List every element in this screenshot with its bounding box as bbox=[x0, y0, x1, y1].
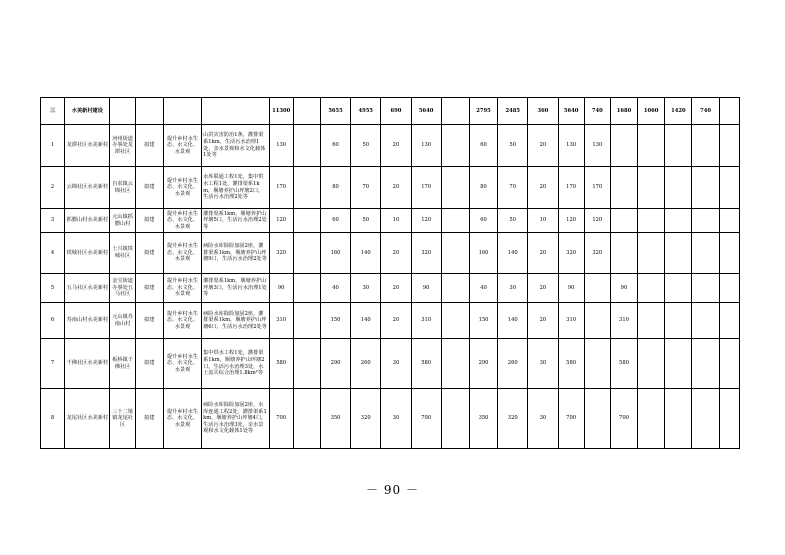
value-cell: 140 bbox=[498, 303, 528, 339]
section-value-cell bbox=[441, 98, 469, 125]
empty-cell bbox=[110, 98, 135, 125]
row-number: 3 bbox=[41, 209, 65, 233]
value-cell bbox=[584, 303, 610, 339]
construction-type: 拟建 bbox=[135, 303, 163, 339]
value-cell: 320 bbox=[584, 233, 610, 274]
value-cell bbox=[610, 233, 637, 274]
project-goal: 提升乡村水生态、水文化、水景观 bbox=[163, 233, 201, 274]
section-value-cell: 11300 bbox=[269, 98, 293, 125]
section-value-cell: 4955 bbox=[351, 98, 381, 125]
value-cell bbox=[665, 303, 692, 339]
value-cell bbox=[293, 389, 320, 449]
value-cell: 140 bbox=[351, 233, 381, 274]
value-cell: 20 bbox=[381, 125, 411, 167]
value-cell: 20 bbox=[381, 167, 411, 209]
section-value-cell: 1680 bbox=[610, 98, 637, 125]
value-cell: 150 bbox=[320, 303, 350, 339]
value-cell bbox=[638, 339, 665, 389]
project-goal: 提升乡村水生态、水文化、水景观 bbox=[163, 339, 201, 389]
table-row bbox=[41, 125, 740, 167]
value-cell bbox=[293, 303, 320, 339]
value-cell bbox=[441, 125, 469, 167]
project-name: 抓膘山村水美新村 bbox=[65, 209, 110, 233]
table-row bbox=[41, 167, 740, 209]
value-cell bbox=[584, 274, 610, 303]
value-cell: 160 bbox=[469, 233, 497, 274]
value-cell: 30 bbox=[528, 339, 558, 389]
project-content: 集中供水工程1处，灌排渠系1km，堰塘养护山坪塘2口，生活污水治理3处，水土流失综合治理1.8km²等 bbox=[202, 339, 269, 389]
project-name: 五马社区水美新村 bbox=[65, 274, 110, 303]
value-cell: 20 bbox=[528, 233, 558, 274]
value-cell: 20 bbox=[381, 303, 411, 339]
project-name: 龙尾社区水美新村 bbox=[65, 389, 110, 449]
project-goal: 提升乡村水生态、水文化、水景观 bbox=[163, 167, 201, 209]
value-cell: 580 bbox=[610, 339, 637, 389]
value-cell: 130 bbox=[558, 125, 584, 167]
value-cell bbox=[692, 209, 719, 233]
section-index: 三 bbox=[41, 98, 65, 125]
value-cell: 160 bbox=[320, 233, 350, 274]
value-cell bbox=[610, 167, 637, 209]
section-value-cell: 2795 bbox=[469, 98, 497, 125]
project-content: 病险水库除险加固2座，灌排渠系1km，堰塘养护山坪塘6口，生活污水治理2处等 bbox=[202, 303, 269, 339]
value-cell: 580 bbox=[411, 339, 441, 389]
value-cell bbox=[441, 274, 469, 303]
project-content: 灌排渠系1km，堰塘养护山坪塘5口，生活污水治理2处等 bbox=[202, 209, 269, 233]
value-cell: 130 bbox=[584, 125, 610, 167]
empty-cell bbox=[163, 98, 201, 125]
value-cell bbox=[692, 274, 719, 303]
value-cell: 580 bbox=[558, 339, 584, 389]
value-cell: 20 bbox=[528, 125, 558, 167]
section-row bbox=[41, 98, 740, 125]
value-cell: 40 bbox=[320, 274, 350, 303]
project-location: 板桥镇千佛社区 bbox=[110, 339, 135, 389]
value-cell bbox=[638, 389, 665, 449]
value-cell: 30 bbox=[528, 389, 558, 449]
value-cell bbox=[692, 125, 719, 167]
value-cell bbox=[692, 303, 719, 339]
project-location: 元山镇抓膘山村 bbox=[110, 209, 135, 233]
table-row bbox=[41, 209, 740, 233]
value-cell bbox=[441, 389, 469, 449]
value-cell: 290 bbox=[320, 339, 350, 389]
table-row bbox=[41, 303, 740, 339]
table-row bbox=[41, 233, 740, 274]
value-cell: 80 bbox=[469, 167, 497, 209]
value-cell: 170 bbox=[411, 167, 441, 209]
value-cell: 700 bbox=[558, 389, 584, 449]
project-location: 三十二梁镇龙尾社区 bbox=[110, 389, 135, 449]
value-cell bbox=[584, 389, 610, 449]
value-cell: 60 bbox=[320, 125, 350, 167]
project-content: 病险水库除险加固2座，水库连通工程2处，灌排渠系1km，堰塘养护山坪塘4口，生活污水治理3处，亲水景观和水文化载体1处等 bbox=[202, 389, 269, 449]
value-cell: 30 bbox=[498, 274, 528, 303]
value-cell: 320 bbox=[269, 233, 293, 274]
section-value-cell: 5655 bbox=[320, 98, 350, 125]
construction-type: 拟建 bbox=[135, 125, 163, 167]
value-cell: 20 bbox=[381, 233, 411, 274]
row-number: 1 bbox=[41, 125, 65, 167]
project-name: 云锦社区水美新村 bbox=[65, 167, 110, 209]
project-content: 水库联通工程1处，集中供水工程1处，灌排渠系1km，堰塘养护山坪塘2口，生活污水治理2处等 bbox=[202, 167, 269, 209]
value-cell: 170 bbox=[269, 167, 293, 209]
project-name: 千佛社区水美新村 bbox=[65, 339, 110, 389]
value-cell bbox=[719, 233, 739, 274]
value-cell: 120 bbox=[584, 209, 610, 233]
project-goal: 提升乡村水生态、水文化、水景观 bbox=[163, 274, 201, 303]
value-cell bbox=[441, 303, 469, 339]
value-cell: 700 bbox=[411, 389, 441, 449]
value-cell bbox=[584, 339, 610, 389]
section-title: 水美新村建设 bbox=[65, 98, 110, 125]
value-cell: 80 bbox=[320, 167, 350, 209]
value-cell: 120 bbox=[269, 209, 293, 233]
value-cell: 60 bbox=[469, 209, 497, 233]
value-cell bbox=[692, 389, 719, 449]
value-cell bbox=[638, 209, 665, 233]
value-cell: 50 bbox=[351, 209, 381, 233]
value-cell bbox=[441, 233, 469, 274]
table-row bbox=[41, 389, 740, 449]
value-cell bbox=[719, 167, 739, 209]
value-cell bbox=[293, 233, 320, 274]
construction-type: 拟建 bbox=[135, 274, 163, 303]
value-cell: 170 bbox=[584, 167, 610, 209]
value-cell bbox=[638, 125, 665, 167]
value-cell: 260 bbox=[498, 339, 528, 389]
value-cell bbox=[665, 339, 692, 389]
value-cell: 20 bbox=[381, 274, 411, 303]
section-value-cell bbox=[719, 98, 739, 125]
construction-type: 拟建 bbox=[135, 209, 163, 233]
project-goal: 提升乡村水生态、水文化、水景观 bbox=[163, 303, 201, 339]
value-cell: 20 bbox=[528, 303, 558, 339]
value-cell bbox=[610, 209, 637, 233]
section-value-cell: 360 bbox=[528, 98, 558, 125]
project-location: 土兴镇铁城社区 bbox=[110, 233, 135, 274]
value-cell: 70 bbox=[498, 167, 528, 209]
value-cell: 310 bbox=[558, 303, 584, 339]
project-name: 龙潭社区水美新村 bbox=[65, 125, 110, 167]
value-cell bbox=[638, 303, 665, 339]
section-value-cell: 5640 bbox=[411, 98, 441, 125]
empty-cell bbox=[202, 98, 269, 125]
value-cell: 310 bbox=[269, 303, 293, 339]
value-cell: 10 bbox=[528, 209, 558, 233]
project-content: 病险水库除险加固2座，灌排渠系1km，堰塘养护山坪塘9口，生活污水治理2处等 bbox=[202, 233, 269, 274]
empty-cell bbox=[135, 98, 163, 125]
value-cell bbox=[441, 209, 469, 233]
project-content: 山洪灾害防治1条，灌排渠系1km，生活污水治理1处，亲水景观和水文化载体1处等 bbox=[202, 125, 269, 167]
project-location: 自农镇云锦社区 bbox=[110, 167, 135, 209]
value-cell bbox=[638, 167, 665, 209]
value-cell bbox=[441, 167, 469, 209]
project-location: 河州街道办事处龙潭社区 bbox=[110, 125, 135, 167]
value-cell bbox=[441, 339, 469, 389]
project-goal: 提升乡村水生态、水文化、水景观 bbox=[163, 389, 201, 449]
value-cell bbox=[692, 339, 719, 389]
table-body bbox=[41, 98, 740, 449]
row-number: 2 bbox=[41, 167, 65, 209]
value-cell bbox=[692, 167, 719, 209]
value-cell: 320 bbox=[351, 389, 381, 449]
row-number: 4 bbox=[41, 233, 65, 274]
value-cell bbox=[665, 209, 692, 233]
value-cell bbox=[293, 274, 320, 303]
value-cell: 140 bbox=[351, 303, 381, 339]
value-cell: 580 bbox=[269, 339, 293, 389]
page-number: － 90 － bbox=[366, 483, 419, 497]
value-cell: 30 bbox=[381, 389, 411, 449]
section-value-cell: 1420 bbox=[665, 98, 692, 125]
value-cell bbox=[665, 125, 692, 167]
value-cell: 40 bbox=[469, 274, 497, 303]
section-value-cell: 5640 bbox=[558, 98, 584, 125]
value-cell bbox=[638, 274, 665, 303]
value-cell bbox=[638, 233, 665, 274]
value-cell: 320 bbox=[558, 233, 584, 274]
value-cell: 700 bbox=[269, 389, 293, 449]
row-number: 6 bbox=[41, 303, 65, 339]
value-cell: 140 bbox=[498, 233, 528, 274]
value-cell bbox=[719, 209, 739, 233]
value-cell bbox=[293, 125, 320, 167]
project-goal: 提升乡村水生态、水文化、水景观 bbox=[163, 209, 201, 233]
value-cell: 50 bbox=[498, 209, 528, 233]
value-cell bbox=[293, 339, 320, 389]
section-value-cell: 740 bbox=[584, 98, 610, 125]
value-cell bbox=[293, 209, 320, 233]
value-cell bbox=[719, 125, 739, 167]
value-cell: 50 bbox=[351, 125, 381, 167]
value-cell: 290 bbox=[469, 339, 497, 389]
section-value-cell: 690 bbox=[381, 98, 411, 125]
value-cell: 20 bbox=[528, 274, 558, 303]
project-location: 金宝街道办事处五马社区 bbox=[110, 274, 135, 303]
value-cell: 10 bbox=[381, 209, 411, 233]
project-name: 铁城社区水美新村 bbox=[65, 233, 110, 274]
construction-type: 拟建 bbox=[135, 389, 163, 449]
value-cell: 310 bbox=[610, 303, 637, 339]
value-cell: 50 bbox=[498, 125, 528, 167]
value-cell: 90 bbox=[411, 274, 441, 303]
value-cell bbox=[665, 274, 692, 303]
value-cell bbox=[719, 339, 739, 389]
section-value-cell: 740 bbox=[692, 98, 719, 125]
value-cell: 60 bbox=[469, 125, 497, 167]
value-cell bbox=[665, 389, 692, 449]
value-cell bbox=[665, 167, 692, 209]
value-cell: 350 bbox=[320, 389, 350, 449]
value-cell: 30 bbox=[351, 274, 381, 303]
section-value-cell: 1060 bbox=[638, 98, 665, 125]
project-table bbox=[40, 97, 740, 449]
value-cell: 60 bbox=[320, 209, 350, 233]
value-cell: 700 bbox=[610, 389, 637, 449]
table-row bbox=[41, 339, 740, 389]
value-cell: 150 bbox=[469, 303, 497, 339]
value-cell bbox=[719, 303, 739, 339]
construction-type: 拟建 bbox=[135, 167, 163, 209]
value-cell: 90 bbox=[269, 274, 293, 303]
section-value-cell: 2485 bbox=[498, 98, 528, 125]
value-cell: 30 bbox=[381, 339, 411, 389]
project-name: 寿南山村水美新村 bbox=[65, 303, 110, 339]
value-cell bbox=[719, 274, 739, 303]
value-cell: 130 bbox=[269, 125, 293, 167]
value-cell bbox=[665, 233, 692, 274]
project-location: 元山镇寿南山村 bbox=[110, 303, 135, 339]
project-goal: 提升乡村水生态、水文化、水景观 bbox=[163, 125, 201, 167]
value-cell bbox=[719, 389, 739, 449]
value-cell: 170 bbox=[558, 167, 584, 209]
value-cell: 120 bbox=[411, 209, 441, 233]
value-cell bbox=[692, 233, 719, 274]
value-cell: 90 bbox=[558, 274, 584, 303]
row-number: 8 bbox=[41, 389, 65, 449]
value-cell: 320 bbox=[498, 389, 528, 449]
value-cell: 70 bbox=[351, 167, 381, 209]
value-cell: 120 bbox=[558, 209, 584, 233]
row-number: 5 bbox=[41, 274, 65, 303]
value-cell: 320 bbox=[411, 233, 441, 274]
value-cell: 90 bbox=[610, 274, 637, 303]
value-cell bbox=[293, 167, 320, 209]
row-number: 7 bbox=[41, 339, 65, 389]
value-cell: 20 bbox=[528, 167, 558, 209]
value-cell bbox=[610, 125, 637, 167]
value-cell: 260 bbox=[351, 339, 381, 389]
construction-type: 拟建 bbox=[135, 233, 163, 274]
value-cell: 130 bbox=[411, 125, 441, 167]
project-content: 灌排渠系1km，堰塘养护山坪塘3口，生活污水治理1处等 bbox=[202, 274, 269, 303]
value-cell: 350 bbox=[469, 389, 497, 449]
construction-type: 拟建 bbox=[135, 339, 163, 389]
section-value-cell bbox=[293, 98, 320, 125]
value-cell: 310 bbox=[411, 303, 441, 339]
table-row bbox=[41, 274, 740, 303]
